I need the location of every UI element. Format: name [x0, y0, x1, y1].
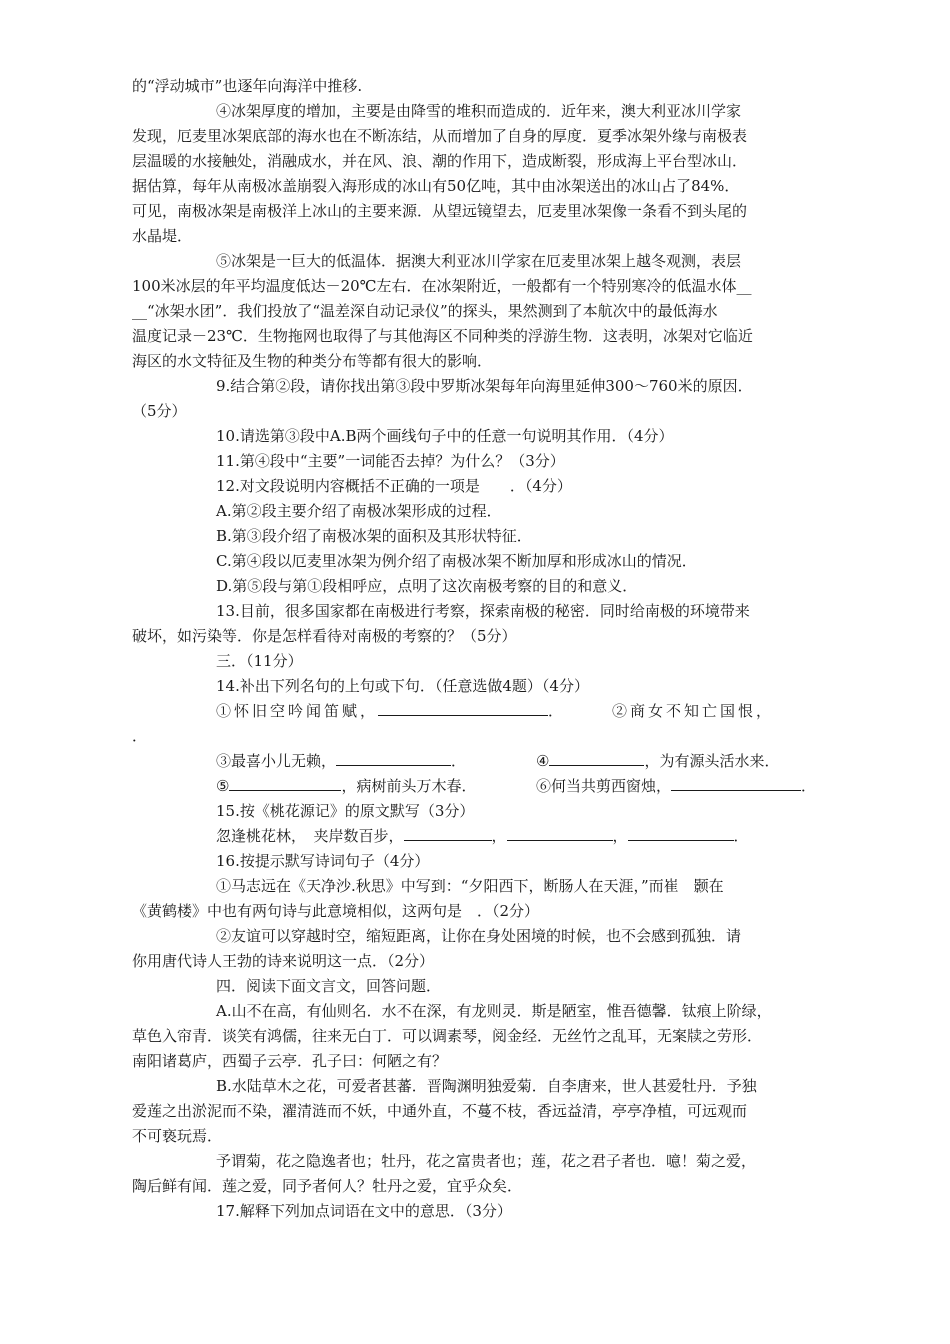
- q14-item-5: ⑤: [216, 777, 230, 795]
- text-line: 可见，南极冰架是南极洋上冰山的主要来源．从望远镜望去，厄麦里冰架像一条看不到头尾的: [132, 202, 748, 220]
- passage-b-cont: 予谓菊，花之隐逸者也；牡丹，花之富贵者也；莲，花之君子者也．噫！菊之爱，: [216, 1152, 757, 1170]
- question-11: 11.第④段中“主要”一词能否去掉？为什么？（3分）: [216, 452, 565, 470]
- q14-item-2: ②商女不知亡国恨，: [612, 702, 775, 720]
- q14-item-4: ④ ，为有源头活水来．: [536, 749, 779, 774]
- question-14: 14.补出下列名句的上句或下句．（任意选做4题）（4分）: [216, 677, 589, 695]
- question-13: 13.目前，很多国家都在南极进行考察，探索南极的秘密．同时给南极的环境带来: [216, 602, 750, 620]
- question-15: 15.按《桃花源记》的原文默写（3分）: [216, 802, 475, 820]
- text-line: __“冰架水团”．我们投放了“温差深自动记录仪”的探头，果然测到了本航次中的最低海水: [132, 302, 718, 320]
- q16-part-1: ①马志远在《天净沙.秋思》中写到：“夕阳西下，断肠人在天涯，”而崔 颢在: [216, 877, 724, 895]
- text-line: 温度记录－23℃．生物拖网也取得了与其他海区不同种类的浮游生物．这表明，冰架对它临近: [132, 327, 753, 345]
- q14-blank-5[interactable]: [229, 774, 341, 791]
- text-line: 陶后鲜有闻．莲之爱，同予者何人？牡丹之爱，宜乎众矣．: [132, 1177, 523, 1195]
- q14-blank-3[interactable]: [336, 749, 451, 766]
- q15-blank-2[interactable]: [507, 824, 613, 841]
- option-d: D.第⑤段与第①段相呼应，点明了这次南极考察的目的和意义．: [216, 577, 638, 595]
- passage-b: B.水陆草木之花，可爱者甚蕃．晋陶渊明独爱菊．自李唐来，世人甚爱牡丹．予独: [216, 1077, 757, 1095]
- text-line: 的“浮动城市”也逐年向海洋中推移.: [132, 77, 363, 95]
- q14-item-6: ⑥何当共剪西窗烛， ．: [536, 774, 816, 799]
- q14-row-3: ⑤ ，病树前头万木春． ⑥何当共剪西窗烛， ．: [132, 774, 832, 799]
- text-line: 据估算，每年从南极冰盖崩裂入海形成的冰山有50亿吨，其中由冰架送出的冰山占了84%．: [132, 177, 740, 195]
- text-line: 100米冰层的年平均温度低达－20℃左右．在冰架附近，一般都有一个特别寒冷的低温水体__: [132, 277, 752, 295]
- q14-item-3: ③最喜小儿无赖，: [216, 752, 337, 770]
- document-page: [132, 74, 832, 1224]
- q14-blank-4[interactable]: [549, 749, 644, 766]
- question-10: 10.请选第③段中A.B两个画线句子中的任意一句说明其作用．（4分）: [216, 427, 674, 445]
- text-line: 发现，厄麦里冰架底部的海水也在不断冻结，从而增加了自身的厚度．夏季冰架外缘与南极表: [132, 127, 748, 145]
- text-line: 水晶堤．: [132, 227, 193, 245]
- option-c: C.第④段以厄麦里冰架为例介绍了南极冰架不断加厚和形成冰山的情况．: [216, 552, 697, 570]
- text-line: 海区的水文特征及生物的种类分布等都有很大的影响．: [132, 352, 493, 370]
- option-b: B.第③段介绍了南极冰架的面积及其形状特征．: [216, 527, 532, 545]
- text-line: 《黄鹤楼》中也有两句诗与此意境相似，这两句是 ．（2分）: [132, 902, 540, 920]
- text-line: 草色入帘青．谈笑有鸿儒，往来无白丁．可以调素琴，阅金经．无丝竹之乱耳，无案牍之劳形．: [132, 1027, 763, 1045]
- question-9: 9.结合第②段，请你找出第③段中罗斯冰架每年向海里延伸300～760米的原因．: [216, 377, 753, 395]
- section-3-heading: 三．（11分）: [216, 652, 303, 670]
- q14-row-1-cont: ．: [132, 727, 148, 745]
- question-17: 17.解释下列加点词语在文中的意思．（3分）: [216, 1202, 512, 1220]
- text-line: 破坏，如污染等．你是怎样看待对南极的考察的？（5分）: [132, 627, 517, 645]
- paragraph-4-start: ④冰架厚度的增加，主要是由降雪的堆积而造成的．近年来，澳大利亚冰川学家: [216, 102, 742, 120]
- q15-fill-row: 忽逢桃花林， 夹岸数百步， ， ， ．: [132, 824, 832, 849]
- question-9-score: （5分）: [132, 402, 187, 420]
- q15-blank-3[interactable]: [628, 824, 734, 841]
- text-line: 不可亵玩焉．: [132, 1127, 223, 1145]
- text-line: 你用唐代诗人王勃的诗来说明这一点．（2分）: [132, 952, 435, 970]
- section-4-heading: 四．阅读下面文言文，回答问题．: [216, 977, 442, 995]
- q14-row-2: ③最喜小儿无赖， ． ④ ，为有源头活水来．: [132, 749, 832, 774]
- passage-a: A.山不在高，有仙则名．水不在深，有龙则灵．斯是陋室，惟吾德馨．钛痕上阶绿，: [216, 1002, 772, 1020]
- question-16: 16.按提示默写诗词句子（4分）: [216, 852, 430, 870]
- q14-blank-1[interactable]: [378, 699, 548, 716]
- option-a: A.第②段主要介绍了南极冰架形成的过程．: [216, 502, 502, 520]
- text-line: 层温暖的水接触处，消融成水，并在风、浪、潮的作用下，造成断裂，形成海上平台型冰山．: [132, 152, 748, 170]
- text-line: 爱莲之出淤泥而不染，濯清涟而不妖，中通外直，不蔓不枝，香远益清，亭亭净植，可远观而: [132, 1102, 748, 1120]
- q14-item-1: ①怀旧空吟闻笛赋，: [216, 702, 379, 720]
- q15-blank-1[interactable]: [404, 824, 492, 841]
- q16-part-2: ②友谊可以穿越时空，缩短距离，让你在身处困境的时候，也不会感到孤独．请: [216, 927, 742, 945]
- q14-row-1: ①怀旧空吟闻笛赋， ． ②商女不知亡国恨，: [132, 699, 832, 724]
- paragraph-5-start: ⑤冰架是一巨大的低温体．据澳大利亚冰川学家在厄麦里冰架上越冬观测，表层: [216, 252, 742, 270]
- question-12: 12.对文段说明内容概括不正确的一项是 ．（4分）: [216, 477, 572, 495]
- q14-blank-6[interactable]: [671, 774, 801, 791]
- text-line: 南阳诸葛庐，西蜀子云亭．孔子曰：何陋之有？: [132, 1052, 448, 1070]
